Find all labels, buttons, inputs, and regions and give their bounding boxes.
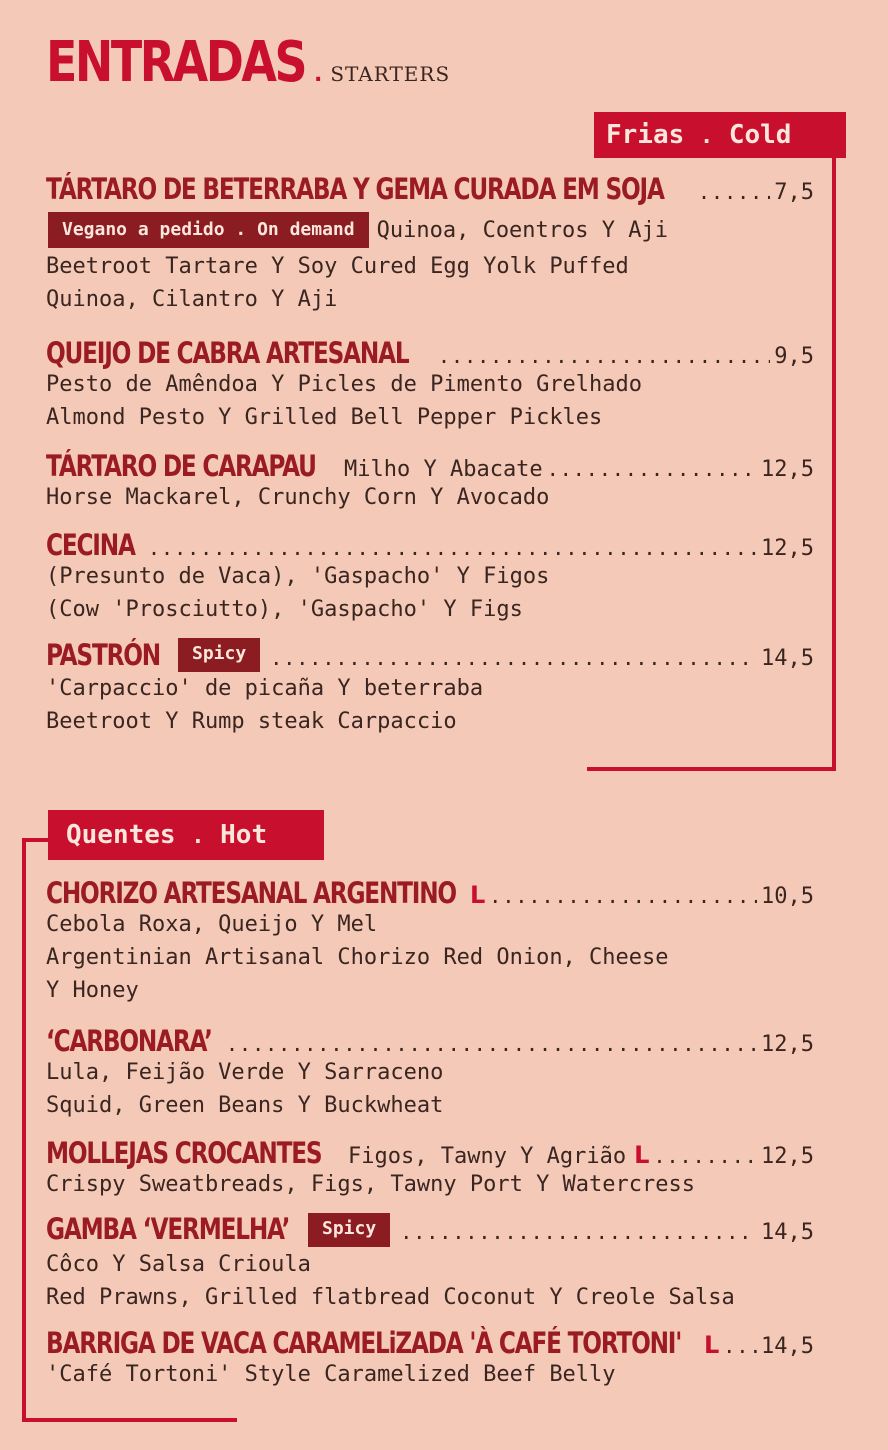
- item-inline-desc: Figos, Tawny Y Agrião: [348, 1144, 627, 1169]
- title-subtitle: STARTERS: [330, 62, 451, 86]
- menu-item-chorizo: [46, 876, 814, 1007]
- item-desc: Quinoa, Coentros Y Aji: [376, 217, 669, 243]
- leader-dots: [547, 457, 757, 481]
- leader-dots: [698, 180, 770, 204]
- item-name: CECINA: [46, 528, 135, 562]
- leader-dots: [226, 1032, 757, 1056]
- spicy-badge: Spicy: [178, 638, 260, 672]
- item-price: 10,5: [761, 884, 814, 909]
- menu-item-carapau: [46, 449, 814, 514]
- menu-item-pastron: [46, 638, 814, 738]
- item-desc: (Presunto de Vaca), 'Gaspacho' Y Figos: [46, 564, 550, 589]
- leader-dots: [489, 884, 757, 908]
- item-price: 14,5: [761, 646, 814, 671]
- cold-tag-pt: Frias: [606, 120, 685, 150]
- item-name: CHORIZO ARTESANAL ARGENTINO: [46, 876, 456, 910]
- hot-frame-left: [22, 838, 26, 1422]
- item-desc: Red Prawns, Grilled flatbread Coconut Y Creole Salsa: [46, 1285, 735, 1310]
- menu-item-gamba: [46, 1212, 814, 1314]
- item-name: GAMBA ‘VERMELHA’: [46, 1212, 290, 1246]
- item-desc: Lula, Feijão Verde Y Sarraceno: [46, 1060, 444, 1085]
- item-desc: Y Honey: [46, 978, 139, 1003]
- menu-item-cecina: [46, 528, 814, 626]
- item-price: 14,5: [761, 1220, 814, 1245]
- cold-tag-en: Cold: [728, 120, 792, 150]
- item-desc: 'Café Tortoni' Style Caramelized Beef Belly: [46, 1362, 616, 1387]
- item-price: 12,5: [761, 457, 814, 482]
- item-name: QUEIJO DE CABRA ARTESANAL: [46, 336, 409, 370]
- item-name: TÁRTARO DE CARAPAU: [46, 449, 316, 483]
- spicy-badge: Spicy: [308, 1213, 390, 1247]
- item-name: MOLLEJAS CROCANTES: [46, 1136, 322, 1170]
- item-name: TÁRTARO DE BETERRABA Y GEMA CURADA EM SOJA: [46, 172, 664, 206]
- page-title: [46, 30, 450, 95]
- menu-item-carbonara: [46, 1024, 814, 1122]
- leader-dots: [270, 646, 757, 670]
- cold-section-tag: [594, 112, 846, 158]
- allergen-mark-icon: L: [634, 1141, 650, 1169]
- item-desc: Squid, Green Beans Y Buckwheat: [46, 1093, 444, 1118]
- menu-item-beterraba: [46, 172, 814, 316]
- hot-section-tag: [48, 810, 324, 860]
- item-desc: (Cow 'Prosciutto), 'Gaspacho' Y Figs: [46, 597, 523, 622]
- item-price: 14,5: [761, 1334, 814, 1359]
- leader-dots: [148, 536, 757, 560]
- leader-dots: [400, 1220, 757, 1244]
- vegan-badge: Vegano a pedido . On demand: [48, 212, 369, 248]
- item-price: 12,5: [761, 1144, 814, 1169]
- menu-item-queijo: [46, 336, 814, 434]
- item-desc: Almond Pesto Y Grilled Bell Pepper Pickles: [46, 405, 603, 430]
- item-desc: Horse Mackarel, Crunchy Corn Y Avocado: [46, 485, 550, 510]
- hot-tag-en: Hot: [220, 820, 268, 850]
- item-price: 7,5: [774, 180, 814, 205]
- leader-dots: [438, 344, 770, 368]
- item-name: PASTRÓN: [46, 638, 160, 672]
- item-desc: Argentinian Artisanal Chorizo Red Onion, Cheese: [46, 945, 669, 970]
- menu-item-barriga: [46, 1326, 814, 1391]
- item-name: ‘CARBONARA’: [46, 1024, 212, 1058]
- cold-frame-bottom: [587, 767, 836, 771]
- item-desc: Pesto de Amêndoa Y Picles de Pimento Grelhado: [46, 372, 643, 397]
- item-desc: 'Carpaccio' de picaña Y beterraba: [46, 676, 484, 701]
- hot-tag-pt: Quentes: [66, 820, 176, 850]
- title-dot: .: [314, 62, 323, 87]
- leader-dots: [723, 1334, 757, 1358]
- leader-dots: [653, 1144, 757, 1168]
- item-name: BARRIGA DE VACA CARAMELiZADA 'À CAFÉ TORTONI': [46, 1326, 682, 1360]
- item-desc: Quinoa, Cilantro Y Aji: [46, 287, 338, 312]
- cold-tag-sep: .: [699, 124, 714, 149]
- item-desc: Cebola Roxa, Queijo Y Mel: [46, 912, 378, 937]
- cold-frame-right: [832, 154, 836, 771]
- item-desc: Beetroot Tartare Y Soy Cured Egg Yolk Puffed: [46, 254, 629, 279]
- item-price: 12,5: [761, 536, 814, 561]
- item-inline-desc: Milho Y Abacate: [344, 457, 543, 482]
- item-desc: Crispy Sweatbreads, Figs, Tawny Port Y Watercress: [46, 1172, 696, 1197]
- item-price: 12,5: [761, 1032, 814, 1057]
- allergen-mark-icon: L: [470, 881, 486, 909]
- hot-tag-sep: .: [191, 824, 205, 849]
- title-main: ENTRADAS: [46, 30, 306, 95]
- menu-item-mollejas: [46, 1136, 814, 1201]
- allergen-mark-icon: L: [704, 1331, 720, 1359]
- item-desc: Côco Y Salsa Crioula: [46, 1252, 311, 1277]
- hot-frame-bottom: [22, 1418, 237, 1422]
- item-price: 9,5: [774, 344, 814, 369]
- item-desc: Beetroot Y Rump steak Carpaccio: [46, 709, 457, 734]
